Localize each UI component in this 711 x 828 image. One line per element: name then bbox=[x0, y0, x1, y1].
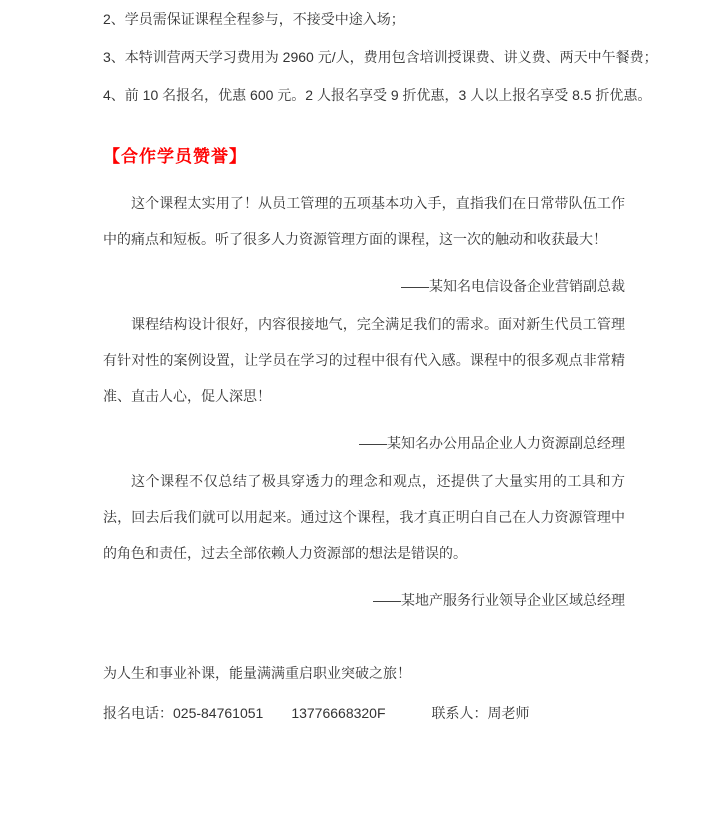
testimonial-3 bbox=[103, 463, 625, 616]
testimonial-attribution: ——某知名电信设备企业营销副总裁 bbox=[401, 278, 625, 294]
term-item-2: 2、学员需保证课程全程参与，不接受中途入场； bbox=[103, 11, 405, 27]
section-heading: 【合作学员赞誉】 bbox=[103, 147, 247, 166]
testimonial-quote: 这个课程不仅总结了极具穿透力的理念和观点，还提供了大量实用的工具和方法，回去后我们就可以用起来。通过这个课程，我才真正明白自己在人力资源管理中的角色和责任，过去全部依赖人力资源部的想法是错误的。 bbox=[103, 473, 625, 561]
testimonial-quote: 这个课程太实用了！从员工管理的五项基本功入手，直指我们在日常带队伍工作中的痛点和短板。听了很多人力资源管理方面的课程，这一次的触动和收获最大！ bbox=[103, 195, 625, 247]
contact-line bbox=[103, 695, 625, 731]
slogan-line: 为人生和事业补课，能量满满重启职业突破之旅！ bbox=[103, 665, 411, 681]
term-item-4: 4、前 10 名报名，优惠 600 元。2 人报名享受 9 折优惠，3 人以上报名享受 8.5 折优惠。 bbox=[103, 87, 652, 103]
contact-person-name: 周老师 bbox=[487, 705, 530, 721]
contact-person-label: 联系人： bbox=[431, 705, 488, 721]
testimonial-attribution: ——某知名办公用品企业人力资源副总经理 bbox=[359, 435, 625, 451]
testimonial-1 bbox=[103, 185, 625, 302]
testimonial-quote: 课程结构设计很好，内容很接地气，完全满足我们的需求。面对新生代员工管理有针对性的案例设置，让学员在学习的过程中很有代入感。课程中的很多观点非常精准、直击人心，促人深思！ bbox=[103, 316, 625, 404]
testimonial-2 bbox=[103, 306, 625, 459]
phone-label: 报名电话： bbox=[103, 705, 173, 721]
phone-number-2: 13776668320F bbox=[291, 705, 386, 721]
testimonial-attribution: ——某地产服务行业领导企业区域总经理 bbox=[373, 592, 625, 608]
term-item-3: 3、本特训营两天学习费用为 2960 元/人，费用包含培训授课费、讲义费、两天中午餐费； bbox=[103, 49, 658, 65]
phone-number-1: 025-84761051 bbox=[173, 705, 264, 721]
